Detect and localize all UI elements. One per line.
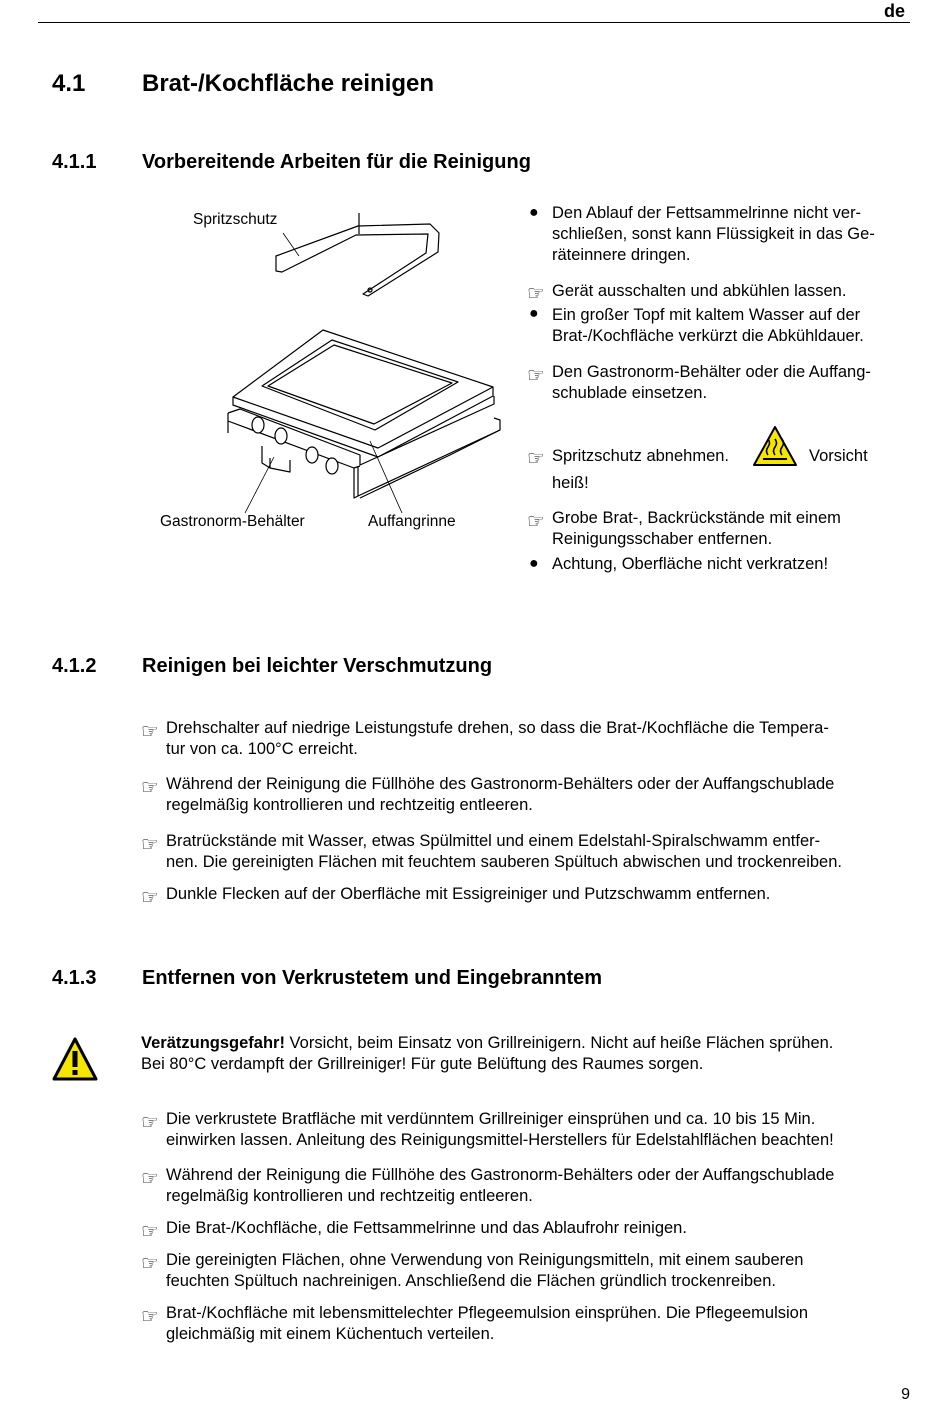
pointing-hand-icon: ☞ xyxy=(141,887,159,909)
section-title: Reinigen bei leichter Verschmutzung xyxy=(142,655,493,677)
text-line: räteinnere dringen. xyxy=(552,246,691,264)
pointing-hand-icon: ☞ xyxy=(527,365,545,387)
text-line: einwirken lassen. Anleitung des Reinigungsmittel-Herstellers für Edelstahlflächen beachten! xyxy=(166,1131,834,1149)
crust-step-1 xyxy=(166,1109,834,1151)
text-line: Reinigungsschaber entfernen. xyxy=(552,530,773,548)
text-line: Grobe Brat-, Backrückstände mit einem xyxy=(552,509,841,527)
section-4-1-3-heading xyxy=(52,967,602,990)
text-line: Achtung, Oberfläche nicht verkratzen! xyxy=(552,555,829,573)
light-step-4 xyxy=(166,884,770,905)
text-line: Die verkrustete Bratfläche mit verdünntem Grillreiniger einsprühen und ca. 10 bis 15 Min. xyxy=(166,1110,816,1128)
hot-surface-icon xyxy=(752,425,798,467)
griddle-illustration xyxy=(200,200,520,520)
text-line: Während der Reinigung die Füllhöhe des Gastronorm-Behälters oder der Auffangschublade xyxy=(166,775,835,793)
prep-step-1 xyxy=(552,281,846,302)
warning-triangle-icon xyxy=(51,1036,99,1082)
prep-step-4 xyxy=(552,508,841,550)
splash-guard-drawing xyxy=(276,213,439,296)
text-line: Bratrückstände mit Wasser, etwas Spülmittel und einem Edelstahl-Spiralschwamm entfer- xyxy=(166,832,821,850)
text-line: schließen, sonst kann Flüssigkeit in das Ge- xyxy=(552,225,875,243)
header-rule xyxy=(38,22,910,23)
text-line: Den Gastronorm-Behälter oder die Auffang- xyxy=(552,363,871,381)
pointing-hand-icon: ☞ xyxy=(141,721,159,743)
text-line: Die Brat-/Kochfläche, die Fettsammelrinne und das Ablaufrohr reinigen. xyxy=(166,1219,687,1237)
text-line xyxy=(141,1033,833,1054)
bullet-dot-icon: ● xyxy=(529,555,539,572)
section-4-1-2-heading xyxy=(52,655,492,678)
section-title: Vorbereitende Arbeiten für die Reinigung xyxy=(142,151,531,173)
light-step-2 xyxy=(166,774,834,816)
text-line: Den Ablauf der Fettsammelrinne nicht ver- xyxy=(552,204,862,222)
crust-step-3 xyxy=(166,1218,687,1239)
text-line: Spritzschutz abnehmen. xyxy=(552,447,730,465)
text-line: Bei 80°C verdampft der Grillreiniger! Für gute Belüftung des Raumes sorgen. xyxy=(141,1055,704,1073)
griddle-body-drawing xyxy=(228,330,500,513)
pointing-hand-icon: ☞ xyxy=(141,1253,159,1275)
text-line: regelmäßig kontrollieren und rechtzeitig entleeren. xyxy=(166,796,533,814)
section-number: 4.1 xyxy=(52,70,86,97)
warning-bold: Verätzungsgefahr! xyxy=(141,1034,285,1052)
text-line: nen. Die gereinigten Flächen mit feuchtem sauberen Spültuch abwischen und trockenreiben. xyxy=(166,853,842,871)
section-title: Brat-/Kochfläche reinigen xyxy=(142,70,435,97)
text-line: Drehschalter auf niedrige Leistungstufe drehen, so dass die Brat-/Kochfläche die Tempera- xyxy=(166,719,829,737)
pointing-hand-icon: ☞ xyxy=(141,1112,159,1134)
section-title: Entfernen von Verkrustetem und Eingebranntem xyxy=(142,967,603,989)
bullet-dot-icon: ● xyxy=(529,204,539,221)
text-line: regelmäßig kontrollieren und rechtzeitig entleeren. xyxy=(166,1187,533,1205)
section-number: 4.1.3 xyxy=(52,967,97,989)
section-4-1-1-heading xyxy=(52,151,531,174)
hot-warning-word: Vorsicht xyxy=(809,447,868,465)
prep-note-2 xyxy=(552,305,864,347)
text-line: tur von ca. 100°C erreicht. xyxy=(166,740,358,758)
text-line: schublade einsetzen. xyxy=(552,384,708,402)
prep-step-2 xyxy=(552,362,871,404)
section-number: 4.1.1 xyxy=(52,151,97,173)
crust-step-5 xyxy=(166,1303,808,1345)
pointing-hand-icon: ☞ xyxy=(141,1306,159,1328)
text-line: Brat-/Kochfläche verkürzt die Abkühldauer. xyxy=(552,327,864,345)
prep-note-1 xyxy=(552,203,875,266)
pointing-hand-icon: ☞ xyxy=(527,283,545,305)
page-number: 9 xyxy=(901,1386,910,1403)
text-line: Die gereinigten Flächen, ohne Verwendung von Reinigungsmitteln, mit einem sauberen xyxy=(166,1251,804,1269)
section-4-1-heading xyxy=(52,70,434,98)
pointing-hand-icon: ☞ xyxy=(141,834,159,856)
text-line: feuchten Spültuch nachreinigen. Anschließend die Flächen gründlich trockenreiben. xyxy=(166,1272,776,1290)
caustic-warning xyxy=(141,1033,833,1075)
label-spritzschutz: Spritzschutz xyxy=(193,211,278,228)
pointing-hand-icon: ☞ xyxy=(527,511,545,533)
pointing-hand-icon: ☞ xyxy=(527,448,545,470)
text-line: Gerät ausschalten und abkühlen lassen. xyxy=(552,282,847,300)
text-line: Während der Reinigung die Füllhöhe des Gastronorm-Behälters oder der Auffangschublade xyxy=(166,1166,835,1184)
prep-note-3 xyxy=(552,554,828,575)
warning-text: Vorsicht, beim Einsatz von Grillreinigern. Nicht auf heiße Flächen sprühen. xyxy=(289,1034,834,1052)
section-number: 4.1.2 xyxy=(52,655,97,677)
language-tag: de xyxy=(883,1,905,21)
text-line: gleichmäßig mit einem Küchentuch verteilen. xyxy=(166,1325,495,1343)
pointing-hand-icon: ☞ xyxy=(141,1221,159,1243)
text-line: Brat-/Kochfläche mit lebensmittelechter Pflegeemulsion einsprühen. Die Pflegeemulsion xyxy=(166,1304,809,1322)
text-line: Ein großer Topf mit kaltem Wasser auf der xyxy=(552,306,861,324)
label-auffangrinne: Auffangrinne xyxy=(368,513,456,530)
crust-step-4 xyxy=(166,1250,803,1292)
pointing-hand-icon: ☞ xyxy=(141,777,159,799)
text-line: Dunkle Flecken auf der Oberfläche mit Essigreiniger und Putzschwamm entfernen. xyxy=(166,885,771,903)
light-step-1 xyxy=(166,718,829,760)
bullet-dot-icon: ● xyxy=(529,305,539,322)
label-gastronorm: Gastronorm-Behälter xyxy=(160,513,305,530)
prep-step-3 xyxy=(552,446,729,467)
crust-step-2 xyxy=(166,1165,834,1207)
light-step-3 xyxy=(166,831,842,873)
hot-warning-word-2: heiß! xyxy=(552,474,589,492)
pointing-hand-icon: ☞ xyxy=(141,1168,159,1190)
